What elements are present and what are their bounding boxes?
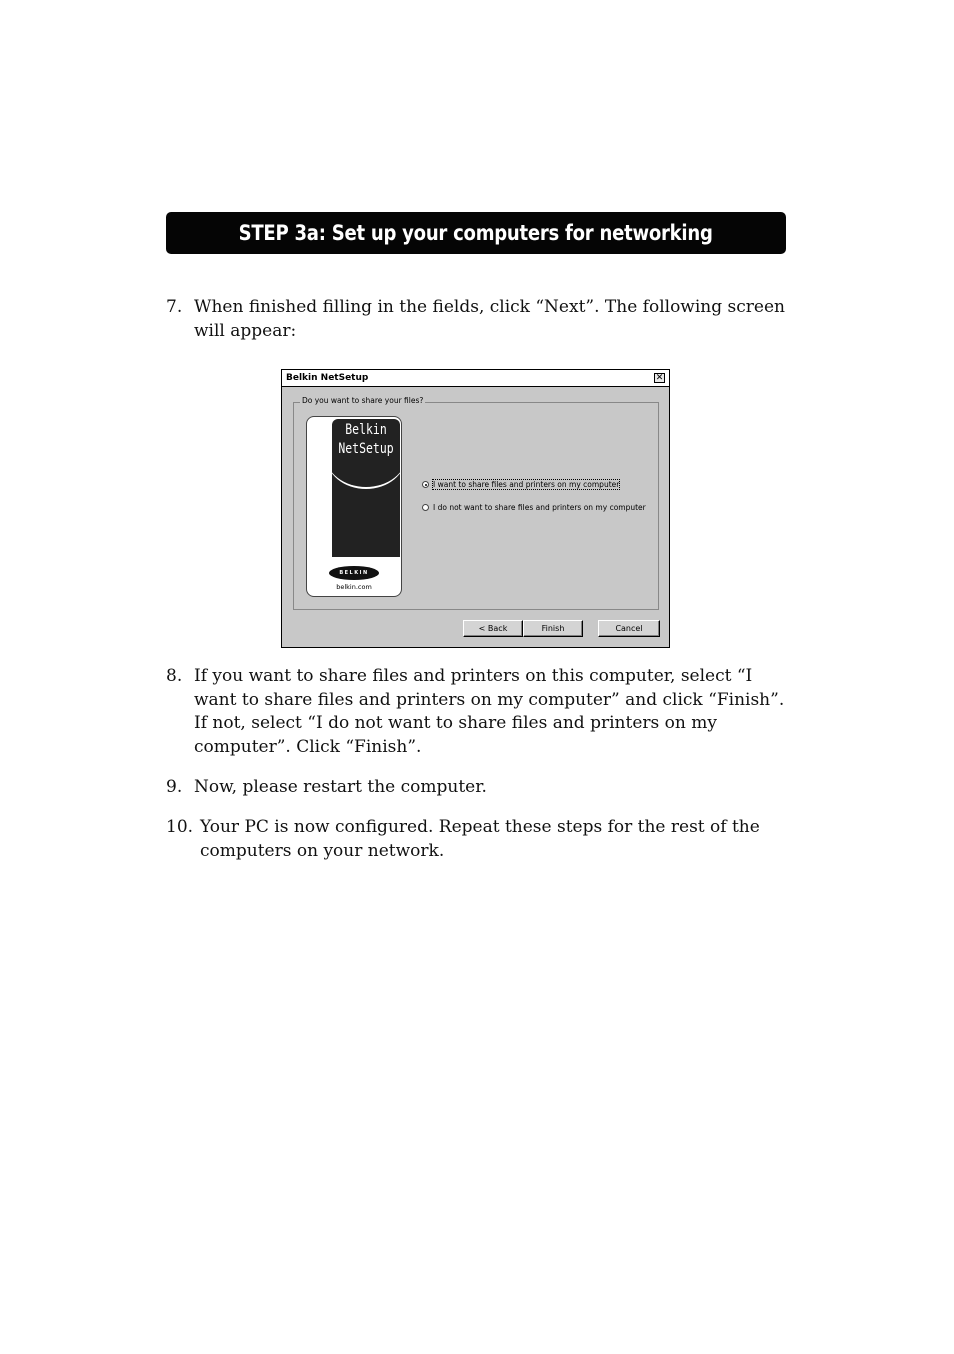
logo-text-netsetup: NetSetup <box>338 441 394 457</box>
section-header <box>166 212 786 254</box>
share-files-group <box>293 396 659 610</box>
step-7 <box>166 296 786 343</box>
step-text: If you want to share files and printers on this computer, select “I want to share files and printers on my computer” and click “Finish”. If not, select “I do not want to share files and printers on my computer”. Click “Finish”. <box>194 666 785 757</box>
close-icon[interactable]: ✕ <box>655 373 664 383</box>
dialog-titlebar <box>282 370 669 387</box>
step-text: Your PC is now configured. Repeat these steps for the rest of the computers on your network. <box>200 817 760 861</box>
radio-button[interactable] <box>422 504 429 511</box>
step-number: 9. <box>166 777 183 797</box>
dialog-title: Belkin NetSetup <box>286 373 369 383</box>
netsetup-dialog <box>281 369 670 648</box>
radio-label[interactable]: I do not want to share files and printers on my computer <box>433 503 646 512</box>
logo-arc <box>332 463 400 493</box>
finish-button[interactable]: Finish <box>523 620 583 637</box>
step-9 <box>166 776 786 800</box>
netsetup-logo <box>306 416 402 597</box>
step-8 <box>166 665 786 759</box>
logo-text-belkin: Belkin <box>345 422 387 438</box>
radio-share-yes[interactable] <box>422 480 619 489</box>
belkin-brand-logo: BELKIN <box>329 566 379 580</box>
cancel-button[interactable]: Cancel <box>598 620 660 637</box>
radio-label[interactable]: I want to share files and printers on my computer <box>433 480 620 489</box>
brand-url: belkin.com <box>336 583 372 591</box>
step-10 <box>166 816 786 863</box>
step-text: Now, please restart the computer. <box>194 777 487 797</box>
step-number: 10. <box>166 817 194 837</box>
radio-button-selected[interactable] <box>422 481 429 488</box>
step-number: 7. <box>166 297 183 317</box>
step-number: 8. <box>166 666 183 686</box>
logo-banner <box>332 419 400 557</box>
back-button[interactable]: < Back <box>463 620 523 637</box>
radio-share-no[interactable] <box>422 503 646 512</box>
group-label: Do you want to share your files? <box>302 396 424 405</box>
step-text: When finished filling in the fields, click “Next”. The following screen will appear: <box>194 297 785 341</box>
section-title: STEP 3a: Set up your computers for networking <box>238 221 714 245</box>
